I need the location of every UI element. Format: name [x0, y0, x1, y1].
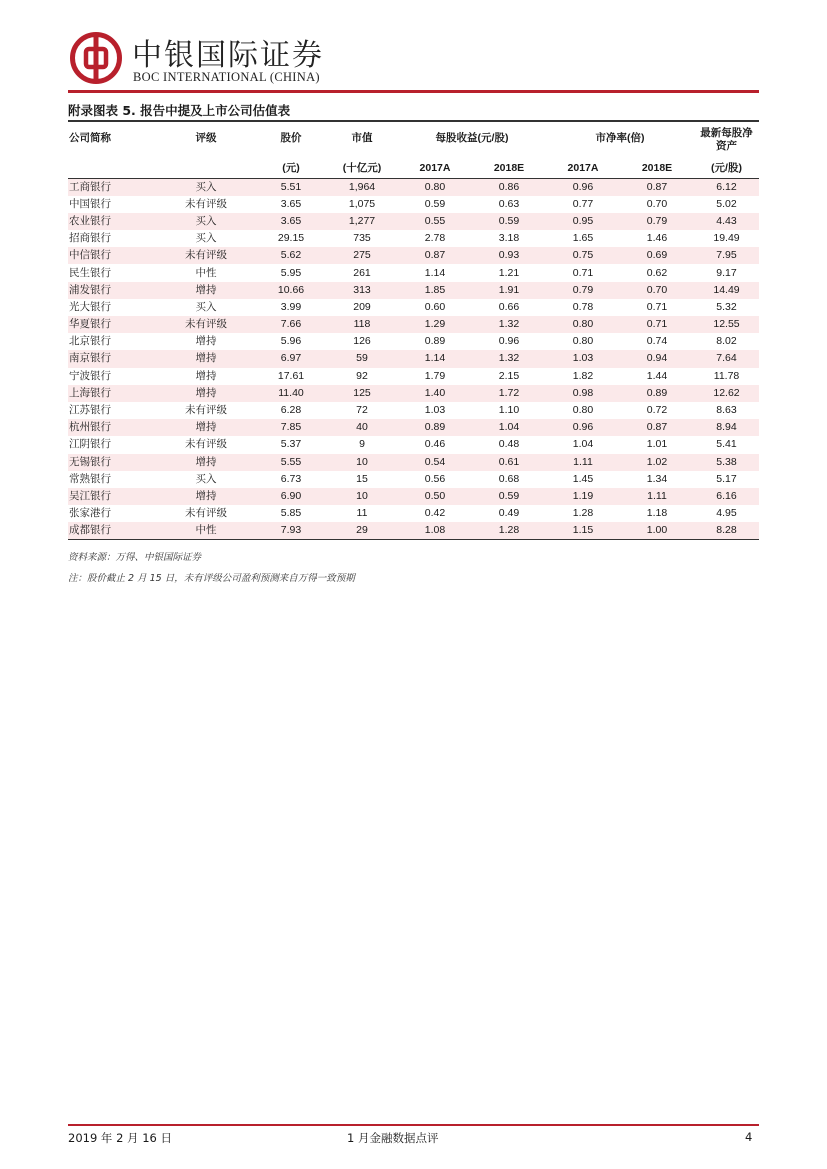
cell-pb-2017: 0.78 [572, 300, 594, 313]
table-row [68, 350, 759, 367]
cell-bvps: 7.64 [694, 350, 759, 367]
cell-eps-2018: 2.15 [498, 369, 520, 382]
table-row [68, 402, 759, 419]
cell-eps-2017: 0.56 [424, 472, 446, 485]
cell-company: 北京银行 [69, 335, 111, 348]
cell-eps-2018: 0.63 [498, 197, 520, 210]
cell-company: 华夏银行 [68, 316, 156, 333]
cell-pb-2018: 1.34 [646, 472, 668, 485]
cell-eps-2017: 1.08 [398, 522, 472, 540]
cell-eps-2017: 1.85 [398, 282, 472, 299]
header-company: 公司简称 [69, 132, 111, 144]
cell-eps-2018: 1.91 [472, 282, 546, 299]
table-subheader-row [68, 158, 759, 178]
boc-logo-icon [70, 32, 122, 84]
table-row [68, 299, 759, 316]
cell-company: 光大银行 [69, 300, 111, 313]
cell-price: 17.61 [277, 369, 305, 382]
cell-bvps: 12.62 [694, 385, 759, 402]
cell-mktcap: 261 [353, 266, 371, 279]
cell-eps-2018: 0.96 [498, 335, 520, 348]
table-row [68, 282, 759, 299]
table-row [68, 213, 759, 230]
cell-price: 3.65 [280, 197, 302, 210]
cell-bvps: 5.41 [716, 438, 737, 451]
cell-pb-2018: 0.87 [620, 178, 694, 196]
cell-price: 7.93 [256, 522, 326, 540]
table-row [68, 196, 759, 213]
header-eps: 每股收益(元/股) [435, 132, 509, 144]
cell-pb-2018: 0.62 [646, 266, 668, 279]
cell-pb-2018: 0.71 [620, 316, 694, 333]
brand-name-english: BOC INTERNATIONAL (CHINA) [133, 70, 320, 84]
title-rule [68, 120, 759, 122]
cell-bvps: 6.16 [694, 488, 759, 505]
header-mktcap-unit: (十亿元) [342, 161, 382, 174]
cell-price: 5.37 [280, 438, 302, 451]
cell-eps-2017: 0.87 [398, 247, 472, 264]
cell-price: 5.96 [280, 335, 302, 348]
cell-bvps: 12.55 [694, 316, 759, 333]
header-pb-2018: 2018E [641, 161, 673, 174]
cell-eps-2018: 0.86 [472, 178, 546, 196]
cell-mktcap: 313 [326, 282, 398, 299]
footer-report-title: 1 月金融数据点评 [347, 1131, 439, 1145]
cell-rating: 增持 [195, 335, 217, 348]
header-pb: 市净率(倍) [595, 132, 645, 144]
cell-company: 南京银行 [68, 350, 156, 367]
cell-bvps: 5.38 [694, 454, 759, 471]
cell-pb-2017: 0.95 [546, 213, 620, 230]
header-bvps-line1: 最新每股净 [700, 127, 753, 139]
cell-company: 浦发银行 [68, 282, 156, 299]
cell-pb-2017: 1.65 [572, 232, 594, 245]
cell-pb-2018: 1.46 [646, 232, 668, 245]
cell-pb-2017: 1.03 [546, 350, 620, 367]
cell-mktcap: 209 [353, 300, 371, 313]
cell-price: 10.66 [256, 282, 326, 299]
cell-pb-2017: 0.96 [546, 419, 620, 436]
cell-rating: 增持 [156, 385, 256, 402]
cell-company: 常熟银行 [69, 472, 111, 485]
cell-eps-2018: 0.49 [498, 507, 520, 520]
cell-eps-2018: 1.10 [498, 404, 520, 417]
cell-eps-2017: 1.14 [424, 266, 446, 279]
cell-company: 上海银行 [68, 385, 156, 402]
cell-pb-2017: 1.04 [572, 438, 594, 451]
cell-eps-2017: 0.89 [398, 419, 472, 436]
header-eps-2018: 2018E [493, 161, 525, 174]
page-number: 4 [745, 1130, 753, 1144]
cell-bvps: 8.63 [716, 404, 737, 417]
cell-rating: 增持 [156, 282, 256, 299]
cell-mktcap: 10 [326, 488, 398, 505]
cell-mktcap: 59 [326, 350, 398, 367]
cell-eps-2017: 0.60 [424, 300, 446, 313]
cell-pb-2018: 1.11 [620, 488, 694, 505]
brand-name-chinese: 中银国际证券 [132, 38, 324, 73]
cell-company: 张家港行 [69, 507, 111, 520]
table-row [68, 454, 759, 471]
cell-price: 3.65 [256, 213, 326, 230]
cell-company: 宁波银行 [69, 369, 111, 382]
cell-rating: 未有评级 [185, 438, 227, 451]
cell-pb-2017: 0.80 [572, 404, 594, 417]
cell-rating: 买入 [156, 213, 256, 230]
cell-rating: 增持 [156, 419, 256, 436]
cell-price: 7.85 [256, 419, 326, 436]
cell-pb-2017: 1.15 [546, 522, 620, 540]
cell-pb-2017: 0.98 [546, 385, 620, 402]
cell-rating: 未有评级 [185, 197, 227, 210]
cell-eps-2018: 1.32 [472, 350, 546, 367]
cell-rating: 未有评级 [156, 247, 256, 264]
cell-eps-2018: 3.18 [498, 232, 520, 245]
cell-pb-2018: 1.01 [646, 438, 668, 451]
cell-pb-2018: 1.00 [620, 522, 694, 540]
cell-rating: 未有评级 [156, 316, 256, 333]
cell-price: 6.73 [280, 472, 302, 485]
cell-bvps: 5.32 [716, 300, 737, 313]
cell-pb-2017: 0.71 [572, 266, 594, 279]
cell-mktcap: 1,277 [326, 213, 398, 230]
cell-bvps: 5.17 [716, 472, 737, 485]
cell-pb-2017: 1.82 [572, 369, 594, 382]
cell-pb-2018: 0.74 [646, 335, 668, 348]
table-row [68, 230, 759, 247]
cell-eps-2017: 0.50 [398, 488, 472, 505]
source-note: 资料来源：万得、中银国际证券 [68, 552, 202, 563]
cell-eps-2018: 0.66 [498, 300, 520, 313]
header-bvps-line2: 资产 [716, 140, 738, 152]
cell-mktcap: 735 [353, 232, 371, 245]
cell-price: 3.99 [280, 300, 302, 313]
cell-mktcap: 92 [356, 369, 368, 382]
table-row [68, 368, 759, 385]
cell-pb-2018: 0.71 [646, 300, 668, 313]
cell-pb-2018: 0.94 [620, 350, 694, 367]
cell-rating: 买入 [195, 300, 217, 313]
cell-rating: 买入 [156, 178, 256, 196]
cell-bvps: 14.49 [694, 282, 759, 299]
header-bvps-unit: (元/股) [711, 161, 742, 174]
cell-mktcap: 126 [353, 335, 371, 348]
footer-date: 2019 年 2 月 16 日 [68, 1131, 172, 1145]
cell-eps-2017: 1.14 [398, 350, 472, 367]
cell-mktcap: 275 [326, 247, 398, 264]
cell-pb-2017: 0.79 [546, 282, 620, 299]
cell-pb-2017: 1.19 [546, 488, 620, 505]
cell-company: 吴江银行 [68, 488, 156, 505]
cell-eps-2017: 1.79 [424, 369, 446, 382]
table-row [68, 471, 759, 488]
cell-pb-2018: 0.69 [620, 247, 694, 264]
table-row [68, 488, 759, 505]
cell-mktcap: 11 [356, 507, 368, 520]
table-row [68, 316, 759, 333]
cell-rating: 增持 [156, 488, 256, 505]
table-header-row [68, 126, 759, 158]
cell-bvps: 8.02 [716, 335, 737, 348]
cell-price: 6.90 [256, 488, 326, 505]
cell-company: 民生银行 [69, 266, 111, 279]
cell-rating: 未有评级 [185, 507, 227, 520]
table-row [68, 247, 759, 264]
cell-pb-2017: 0.77 [572, 197, 594, 210]
cell-price: 5.95 [280, 266, 302, 279]
cell-pb-2018: 0.70 [646, 197, 668, 210]
cell-bvps: 8.28 [694, 522, 759, 540]
table-row [68, 505, 759, 522]
cell-pb-2018: 0.89 [620, 385, 694, 402]
cell-rating: 中性 [195, 266, 217, 279]
header-pb-2017: 2017A [567, 161, 599, 174]
cell-eps-2018: 1.21 [498, 266, 520, 279]
cell-bvps: 7.95 [694, 247, 759, 264]
cell-bvps: 19.49 [713, 232, 740, 245]
cell-pb-2017: 1.11 [546, 454, 620, 471]
cell-eps-2018: 0.93 [472, 247, 546, 264]
cell-pb-2018: 1.02 [620, 454, 694, 471]
table-row [68, 264, 759, 281]
cell-mktcap: 40 [326, 419, 398, 436]
cell-eps-2017: 2.78 [424, 232, 446, 245]
header-rating: 评级 [195, 132, 217, 144]
cell-pb-2018: 1.18 [646, 507, 668, 520]
header-eps-2017: 2017A [419, 161, 451, 174]
valuation-table [68, 126, 759, 540]
cell-mktcap: 118 [326, 316, 398, 333]
table-row [68, 178, 759, 196]
cell-eps-2017: 0.55 [398, 213, 472, 230]
table-row [68, 436, 759, 453]
cell-pb-2017: 1.28 [572, 507, 594, 520]
cell-pb-2018: 0.72 [646, 404, 668, 417]
cell-price: 11.40 [256, 385, 326, 402]
cell-company: 成都银行 [68, 522, 156, 540]
cell-mktcap: 9 [359, 438, 365, 451]
cell-eps-2018: 0.59 [472, 213, 546, 230]
cell-company: 农业银行 [68, 213, 156, 230]
cell-company: 工商银行 [68, 178, 156, 196]
cell-pb-2017: 0.96 [546, 178, 620, 196]
cell-eps-2018: 1.72 [472, 385, 546, 402]
footer-rule [68, 1124, 759, 1126]
cell-price: 5.85 [280, 507, 302, 520]
cell-rating: 买入 [195, 232, 217, 245]
cell-mktcap: 1,075 [348, 197, 376, 210]
cell-rating: 增持 [156, 350, 256, 367]
cell-eps-2018: 1.32 [472, 316, 546, 333]
cell-eps-2018: 1.04 [472, 419, 546, 436]
cell-bvps: 4.43 [694, 213, 759, 230]
cell-eps-2017: 0.54 [398, 454, 472, 471]
table-row [68, 385, 759, 402]
cell-price: 5.55 [256, 454, 326, 471]
cell-price: 5.62 [256, 247, 326, 264]
cell-company: 招商银行 [69, 232, 111, 245]
cell-bvps: 9.17 [716, 266, 737, 279]
table-body [68, 178, 759, 540]
table-row [68, 522, 759, 540]
table-row [68, 333, 759, 350]
cell-eps-2018: 0.68 [498, 472, 520, 485]
cell-bvps: 8.94 [694, 419, 759, 436]
cell-company: 中国银行 [69, 197, 111, 210]
cell-pb-2017: 0.80 [572, 335, 594, 348]
cell-bvps: 4.95 [716, 507, 737, 520]
cell-price: 29.15 [277, 232, 305, 245]
cell-rating: 增持 [195, 369, 217, 382]
header-price-unit: (元) [282, 161, 300, 174]
cell-rating: 未有评级 [185, 404, 227, 417]
cell-eps-2018: 0.61 [472, 454, 546, 471]
cell-bvps: 6.12 [694, 178, 759, 196]
cell-price: 6.97 [256, 350, 326, 367]
cell-company: 江阴银行 [69, 438, 111, 451]
cell-pb-2017: 0.75 [546, 247, 620, 264]
cell-mktcap: 15 [356, 472, 368, 485]
cell-eps-2017: 1.29 [398, 316, 472, 333]
cell-eps-2017: 0.59 [424, 197, 446, 210]
cell-pb-2018: 1.44 [646, 369, 668, 382]
cell-mktcap: 72 [356, 404, 368, 417]
header-rule [68, 90, 759, 93]
cell-mktcap: 1,964 [326, 178, 398, 196]
cell-eps-2017: 0.42 [424, 507, 446, 520]
cell-price: 6.28 [280, 404, 302, 417]
cell-mktcap: 10 [326, 454, 398, 471]
cell-eps-2018: 0.48 [498, 438, 520, 451]
cell-pb-2018: 0.79 [620, 213, 694, 230]
cell-rating: 中性 [156, 522, 256, 540]
header-price: 股价 [280, 132, 302, 144]
cell-eps-2017: 0.80 [398, 178, 472, 196]
cell-eps-2017: 0.46 [424, 438, 446, 451]
table-row [68, 419, 759, 436]
figure-title: 附录图表 5. 报告中提及上市公司估值表 [68, 103, 291, 118]
cell-pb-2017: 1.45 [572, 472, 594, 485]
cell-company: 杭州银行 [68, 419, 156, 436]
cell-pb-2017: 0.80 [546, 316, 620, 333]
cell-mktcap: 29 [326, 522, 398, 540]
header-bvps [694, 126, 759, 158]
cell-eps-2018: 1.28 [472, 522, 546, 540]
cell-company: 无锡银行 [68, 454, 156, 471]
header-mktcap: 市值 [351, 132, 373, 144]
cell-eps-2017: 1.03 [424, 404, 446, 417]
cell-mktcap: 125 [326, 385, 398, 402]
cell-eps-2017: 1.40 [398, 385, 472, 402]
cell-price: 5.51 [256, 178, 326, 196]
cell-company: 江苏银行 [69, 404, 111, 417]
cell-company: 中信银行 [68, 247, 156, 264]
cell-bvps: 5.02 [716, 197, 737, 210]
cell-eps-2017: 0.89 [424, 335, 446, 348]
cell-pb-2018: 0.87 [620, 419, 694, 436]
cell-pb-2018: 0.70 [620, 282, 694, 299]
cell-eps-2018: 0.59 [472, 488, 546, 505]
footnote: 注：股价截止 2 月 15 日，未有评级公司盈利预测来自万得一致预期 [68, 573, 355, 584]
cell-rating: 增持 [156, 454, 256, 471]
cell-price: 7.66 [256, 316, 326, 333]
cell-rating: 买入 [195, 472, 217, 485]
cell-bvps: 11.78 [713, 369, 740, 382]
